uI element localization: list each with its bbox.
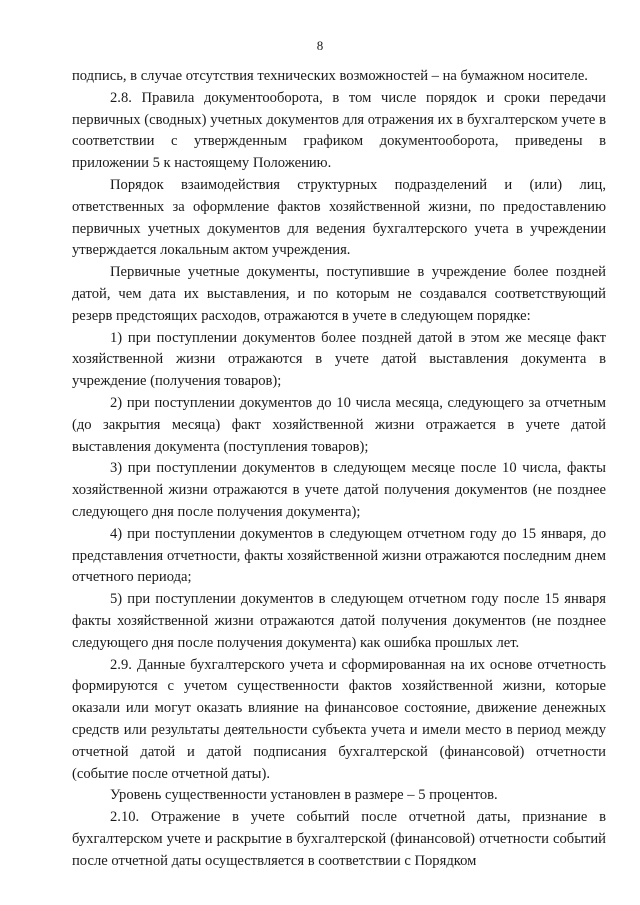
- paragraph-2-8: 2.8. Правила документооборота, в том числе порядок и сроки передачи первичных (сводных) учетных документов для отражения их в бухгалтерском учете в соответствии с утвержденным графиком документооборота, приведены в приложении 5 к настоящему Положению.: [72, 89, 606, 172]
- paragraph-late-documents: Первичные учетные документы, поступившие в учреждение более поздней датой, чем дата их выставления, и по которым не создавался соответствующий резерв предстоящих расходов, отражаются в учете в следующем порядке:: [72, 264, 606, 324]
- paragraph-materiality: Уровень существенности установлен в размере – 5 процентов.: [110, 787, 498, 804]
- paragraph-2-10: 2.10. Отражение в учете событий после отчетной даты, признание в бухгалтерском учете и раскрытие в бухгалтерской (финансовой) отчетности событий после отчетной даты осуществляется в соответствии с Порядком: [72, 809, 606, 869]
- paragraph-2-9: 2.9. Данные бухгалтерского учета и сформированная на их основе отчетность формируются с учетом существенности фактов хозяйственной жизни, которые оказали или могут оказать влияние на финансовое состояние, движение денежных средств или результаты деятельности субъекта учета и имели место в период между отчетной датой и датой подписания бухгалтерской (финансовой) отчетности (событие после отчетной даты).: [72, 656, 606, 782]
- paragraph-interaction-order: Порядок взаимодействия структурных подразделений и (или) лиц, ответственных за оформление фактов хозяйственной жизни, по предоставлению первичных учетных документов для ведения бухгалтерского учета в учреждении утверждается локальным актом учреждения.: [72, 176, 606, 259]
- page-number: 8: [316, 38, 324, 53]
- list-item-5: 5) при поступлении документов в следующем отчетном году после 15 января факты хозяйственной жизни отражаются датой получения документов (не позднее следующего дня после получения документа) как ошибка прошлых лет.: [72, 591, 606, 651]
- document-body: [72, 66, 606, 872]
- paragraph-continuation: подпись, в случае отсутствия технических возможностей – на бумажном носителе.: [72, 68, 588, 84]
- list-item-3: 3) при поступлении документов в следующем месяце после 10 числа, факты хозяйственной жизни отражаются в учете датой получения документов (не позднее следующего дня после получения документа);: [72, 460, 606, 520]
- list-item-4: 4) при поступлении документов в следующем отчетном году до 15 января, до представления отчетности, факты хозяйственной жизни отражаются последним днем отчетного периода;: [72, 525, 606, 586]
- list-item-1: 1) при поступлении документов более поздней датой в этом же месяце факт хозяйственной жизни отражаются в учете датой выставления документа в учреждение (получения товаров);: [72, 329, 606, 390]
- list-item-2: 2) при поступлении документов до 10 числа месяца, следующего за отчетным (до закрытия месяца) факт хозяйственной жизни отражается в учете датой выставления документа (поступления товаров);: [72, 394, 606, 455]
